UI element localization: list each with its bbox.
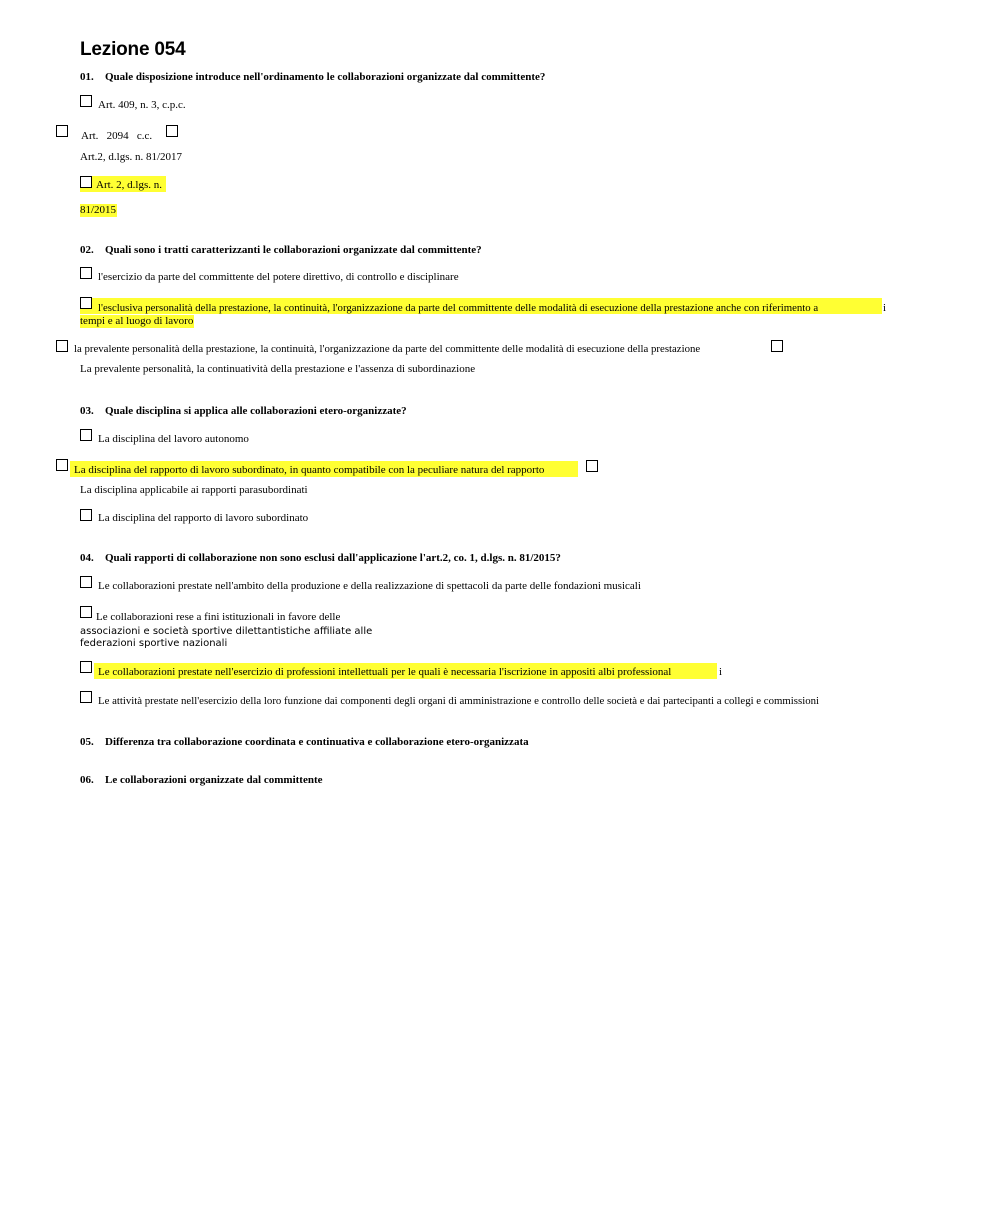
option-label: La disciplina applicabile ai rapporti parasubordinati [80,484,308,496]
option-label-correct: La disciplina del rapporto di lavoro subordinato, in quanto compatibile con la peculiare natura del rapporto [74,464,545,476]
option-label: Art.2, d.lgs. n. 81/2017 [80,151,183,163]
option-label: la prevalente personalità della prestazione, la continuità, l'organizzazione da parte del committente delle modalità di esecuzione della prestazione [74,343,701,355]
question-text: Le collaborazioni organizzate dal committente [105,774,323,786]
option-label: Le collaborazioni prestate nell'ambito della produzione e della realizzazione di spettacoli da parte delle fondazioni musicali [98,580,641,592]
question-number: 06. [80,774,94,786]
question-02 [80,244,482,256]
checkbox[interactable] [166,125,178,137]
option-label: La prevalente personalità, la continuatività della prestazione e l'assenza di subordinazione [80,363,476,375]
option-label-correct: 81/2015 [80,204,117,216]
checkbox[interactable] [56,340,68,352]
question-number: 02. [80,244,94,256]
option-label-correct: Art. 2, d.lgs. n. [96,179,162,191]
option-label: La disciplina del lavoro autonomo [98,433,249,445]
question-number: 04. [80,552,94,564]
question-text: Quali sono i tratti caratterizzanti le collaborazioni organizzate dal committente? [105,244,482,256]
question-number: 01. [80,71,94,83]
option-label: Le collaborazioni rese a fini istituzionali in favore delle [96,611,341,623]
option-label: Art. 409, n. 3, c.p.c. [98,99,186,111]
option-label: Le attività prestate nell'esercizio della loro funzione dai componenti degli organi di amministrazione e controllo delle società e dai partecipanti a collegi e commissioni [98,695,819,707]
option-label: federazioni sportive nazionali [80,638,228,649]
checkbox[interactable] [586,460,598,472]
option-label: i [883,302,887,314]
question-05 [80,736,529,748]
option-label-correct: Le collaborazioni prestate nell'esercizio di professioni intellettuali per le quali è necessaria l'iscrizione in appositi albi professional [98,666,672,678]
question-01 [80,71,545,83]
checkbox[interactable] [80,429,92,441]
checkbox[interactable] [80,509,92,521]
checkbox[interactable] [80,176,92,188]
checkbox[interactable] [80,95,92,107]
question-06 [80,774,323,786]
option-label: La disciplina del rapporto di lavoro subordinato [98,512,309,524]
question-text: Quale disciplina si applica alle collaborazioni etero-organizzate? [105,405,407,417]
checkbox[interactable] [771,340,783,352]
checkbox[interactable] [80,297,92,309]
page-title: Lezione 054 [80,39,186,60]
option-label: Art. 2094 c.c. [81,130,153,142]
option-label: i [719,666,723,678]
checkbox[interactable] [80,661,92,673]
checkbox[interactable] [80,267,92,279]
question-text: Differenza tra collaborazione coordinata e continuativa e collaborazione etero-organizzata [105,736,529,748]
question-number: 05. [80,736,94,748]
option-label-correct: l'esclusiva personalità della prestazione, la continuità, l'organizzazione da parte del committente delle modalità di esecuzione della prestazione anche con riferimento a [98,302,819,314]
checkbox[interactable] [56,459,68,471]
question-04 [80,552,561,564]
checkbox[interactable] [80,576,92,588]
checkbox[interactable] [80,606,92,618]
question-text: Quali rapporti di collaborazione non sono esclusi dall'applicazione l'art.2, co. 1, d.lgs. n. 81/2015? [105,552,561,564]
checkbox[interactable] [80,691,92,703]
question-number: 03. [80,405,94,417]
option-label: associazioni e società sportive dilettantistiche affiliate alle [80,626,373,637]
question-03 [80,405,407,417]
question-text: Quale disposizione introduce nell'ordinamento le collaborazioni organizzate dal committente? [105,71,546,83]
checkbox[interactable] [56,125,68,137]
option-label-correct: tempi e al luogo di lavoro [80,315,194,327]
option-label: l'esercizio da parte del committente del potere direttivo, di controllo e disciplinare [98,271,459,283]
